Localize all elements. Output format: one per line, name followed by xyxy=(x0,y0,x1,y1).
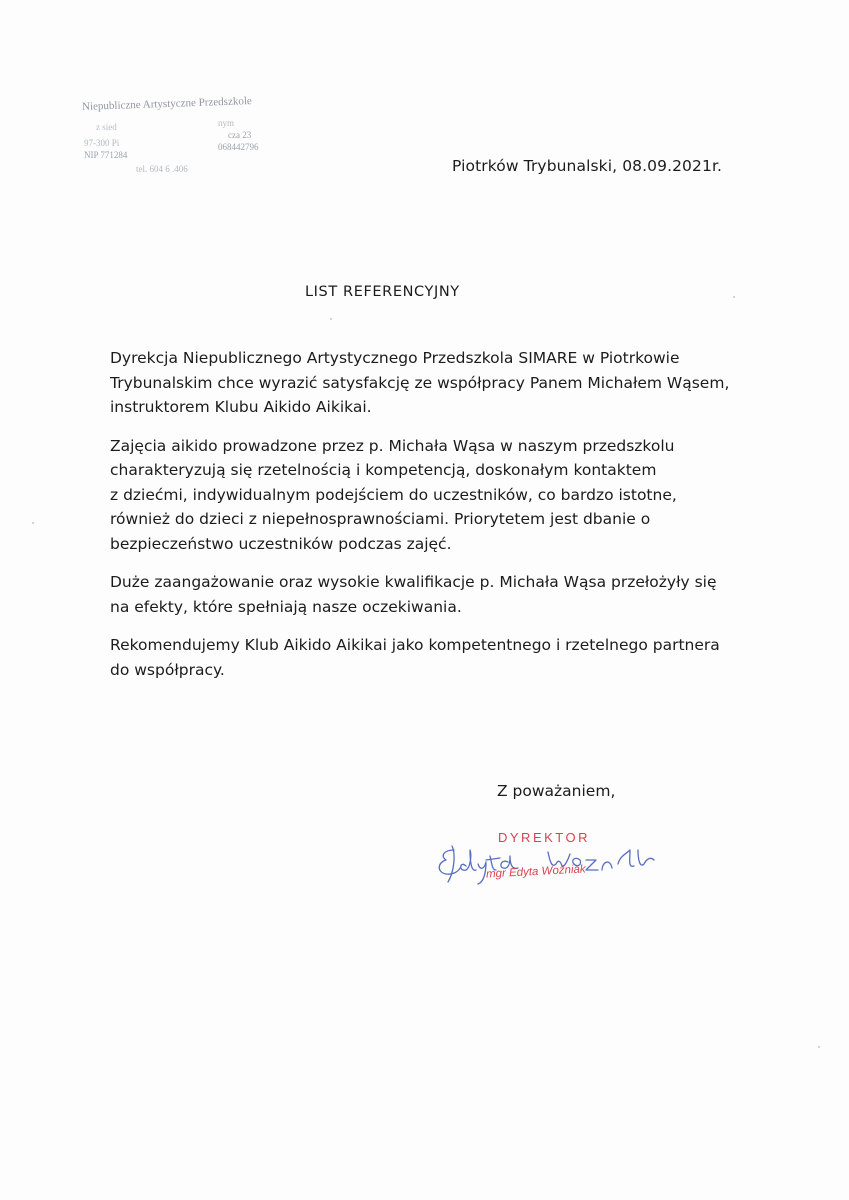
scan-speck xyxy=(32,522,34,524)
scan-speck xyxy=(818,1046,820,1048)
scan-speck xyxy=(733,296,735,298)
stamp-line: tel. 604 6 .406 xyxy=(136,164,188,174)
text-line: do współpracy. xyxy=(110,660,225,679)
paragraph xyxy=(110,346,770,420)
stamp-line: cza 23 xyxy=(228,130,252,140)
stamp-name: mgr Edyta Woźniak xyxy=(485,863,586,881)
text-line: charakteryzują się rzetelnością i kompetencją, doskonałym kontaktem xyxy=(110,461,657,479)
paragraph xyxy=(110,633,770,682)
stamp-line: Niepubliczne Artystyczne Przedszkole xyxy=(81,95,253,113)
text-line: Dyrekcja Niepublicznego Artystycznego Przedszkola SIMARE w Piotrkowie xyxy=(110,349,680,367)
stamp-line: z sied xyxy=(96,122,117,132)
closing-salutation: Z poważaniem, xyxy=(497,782,616,800)
text-line: na efekty, które spełniają nasze oczekiwania. xyxy=(110,597,462,616)
director-signature-block xyxy=(430,820,670,900)
text-line: również do dzieci z niepełnosprawnościami. Priorytetem jest dbanie o xyxy=(110,510,651,528)
letter-body xyxy=(110,346,770,696)
text-line: Trybunalskim chce wyrazić satysfakcję ze współpracy Panem Michałem Wąsem, xyxy=(110,373,730,392)
text-line: Duże zaangażowanie oraz wysokie kwalifikacje p. Michała Wąsa przełożyły się xyxy=(110,573,717,591)
text-line: instruktorem Klubu Aikido Aikikai. xyxy=(110,398,372,416)
stamp-line: 068442796 xyxy=(218,142,259,152)
text-line: Rekomendujemy Klub Aikido Aikikai jako kompetentnego i rzetelnego partnera xyxy=(110,636,720,654)
stamp-line: 97-300 Pi xyxy=(84,138,120,148)
text-line: bezpieczeństwo uczestników podczas zajęć. xyxy=(110,534,452,553)
text-line: Zajęcia aikido prowadzone przez p. Michała Wąsa w naszym przedszkolu xyxy=(110,436,675,455)
institution-stamp xyxy=(78,92,308,182)
stamp-role: DYREKTOR xyxy=(498,830,590,845)
paragraph xyxy=(110,434,770,557)
place-and-date: Piotrków Trybunalski, 08.09.2021r. xyxy=(452,157,723,175)
stamp-line: nym xyxy=(218,118,235,128)
document-title: LIST REFERENCYJNY xyxy=(305,284,460,300)
paragraph xyxy=(110,570,770,619)
text-line: z dziećmi, indywidualnym podejściem do uczestników, co bardzo istotne, xyxy=(110,485,677,504)
scan-speck xyxy=(330,318,332,320)
stamp-line: NIP 771284 xyxy=(84,150,128,160)
